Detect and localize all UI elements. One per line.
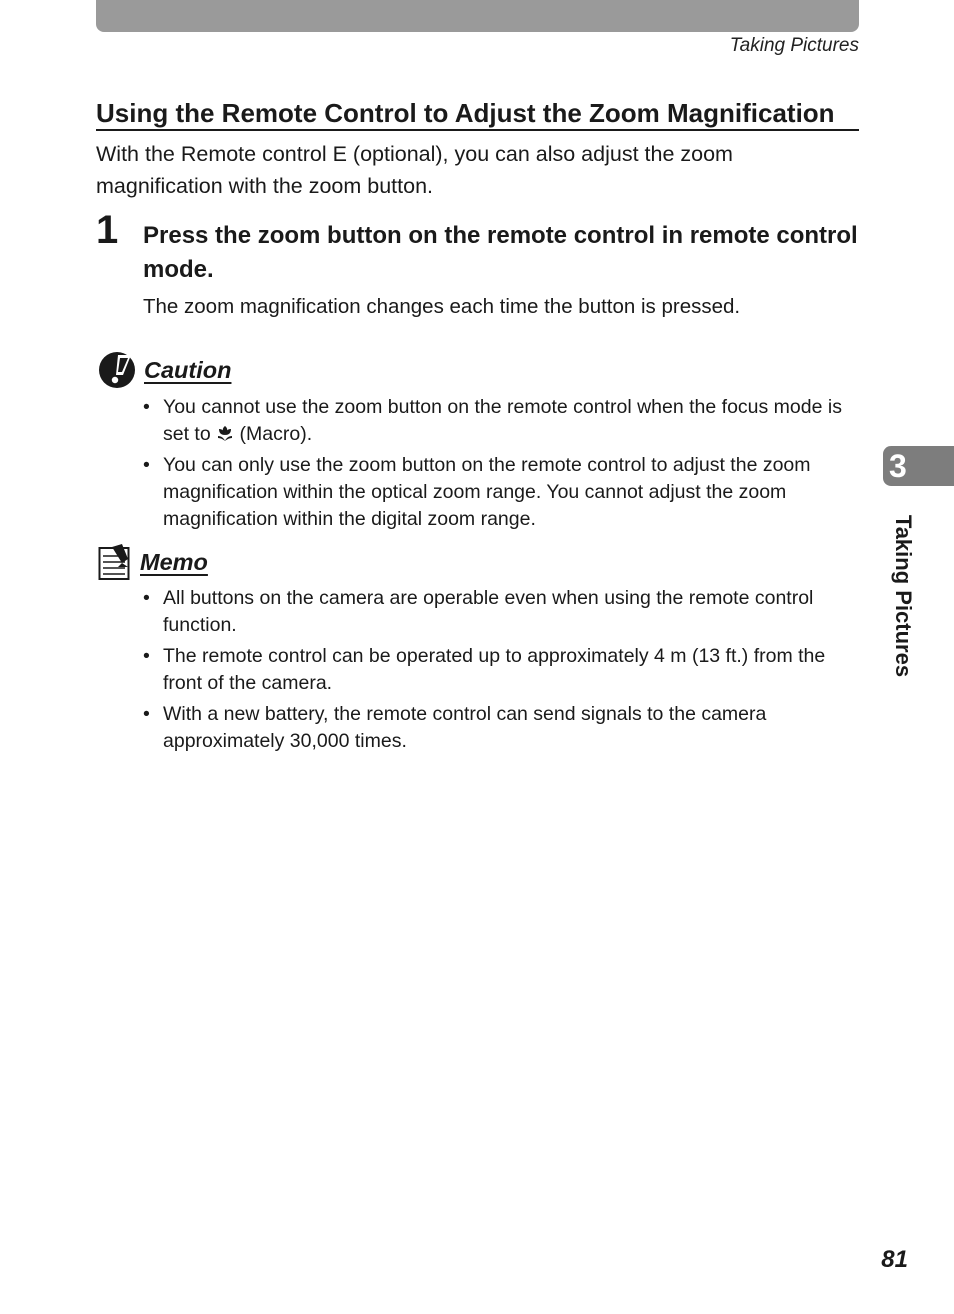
macro-icon bbox=[216, 424, 234, 442]
chapter-number: 3 bbox=[889, 448, 907, 484]
memo-label: Memo bbox=[140, 548, 208, 575]
list-item bbox=[143, 585, 859, 639]
intro-paragraph: With the Remote control E (optional), you can also adjust the zoom magnification with the zoom button. bbox=[96, 142, 733, 198]
bullet: • bbox=[143, 587, 150, 609]
caution-label: Caution bbox=[144, 356, 232, 383]
memo-item-text: The remote control can be operated up to approximately 4 m (13 ft.) from the front of the camera. bbox=[163, 645, 826, 694]
caution-list bbox=[143, 394, 859, 537]
caution-item-text: You cannot use the zoom button on the remote control when the focus mode is set to bbox=[163, 396, 842, 445]
chapter-side-title: Taking Pictures bbox=[891, 514, 916, 678]
memo-header bbox=[98, 543, 208, 581]
memo-icon bbox=[98, 543, 132, 581]
running-head: Taking Pictures bbox=[729, 35, 859, 56]
step-number: 1 bbox=[96, 208, 119, 252]
memo-list bbox=[143, 585, 859, 759]
caution-item-text: (Macro). bbox=[234, 423, 313, 445]
list-item bbox=[143, 701, 859, 755]
list-item bbox=[143, 452, 859, 533]
caution-item-text: You can only use the zoom button on the remote control to adjust the zoom magnification within the optical zoom range. You cannot adjust the zoom magnification within the digital zoom range. bbox=[163, 454, 811, 530]
header-bar bbox=[96, 0, 859, 32]
page-number: 81 bbox=[881, 1246, 908, 1273]
caution-icon bbox=[98, 351, 136, 389]
caution-header bbox=[98, 351, 231, 389]
step-description: The zoom magnification changes each time the button is pressed. bbox=[143, 295, 741, 318]
list-item bbox=[143, 643, 859, 697]
memo-item-text: With a new battery, the remote control can send signals to the camera approximately 30,000 times. bbox=[163, 703, 767, 752]
list-item bbox=[143, 394, 859, 448]
section-title: Using the Remote Control to Adjust the Zoom Magnification bbox=[96, 97, 859, 131]
bullet: • bbox=[143, 703, 150, 725]
chapter-tab bbox=[883, 446, 954, 486]
bullet: • bbox=[143, 396, 150, 418]
bullet: • bbox=[143, 645, 150, 667]
step-title: Press the zoom button on the remote control in remote control mode. bbox=[143, 222, 858, 283]
memo-item-text: All buttons on the camera are operable even when using the remote control function. bbox=[163, 587, 814, 636]
bullet: • bbox=[143, 454, 150, 476]
